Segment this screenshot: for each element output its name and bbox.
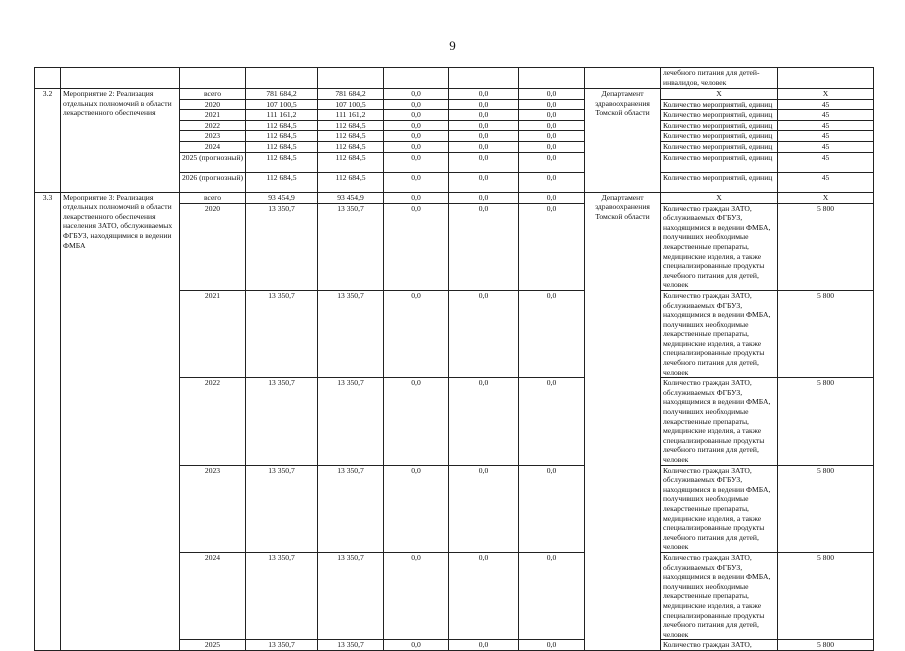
- table-row: 3.3 Мероприятие 3: Реализация отдельных полномочий в области лекарственного обеспечения населения ЗАТО, обслуживаемых ФГБУЗ, находящимися в ведении ФМБА всего 93 454,9 93 454,9 0,0 0,0 0,0 Департамент здравоохранения Томской области X X: [35, 192, 874, 203]
- table-row: 2024 112 684,5 112 684,5 0,0 0,0 0,0 Количество мероприятий, единиц 45: [35, 141, 874, 152]
- table-row: 2022 112 684,5 112 684,5 0,0 0,0 0,0 Количество мероприятий, единиц 45: [35, 120, 874, 131]
- table-row: 2021 13 350,7 13 350,7 0,0 0,0 0,0 Количество граждан ЗАТО, обслуживаемых ФГБУЗ, находящимися в ведении ФМБА, получивших необходимые лекарственные препараты, медицинские изделия, а также специализированные продукты лечебного питания для детей, человек 5 800: [35, 290, 874, 377]
- activity-name: Мероприятие 2: Реализация отдельных полномочий в области лекарственного обеспечения: [61, 89, 180, 193]
- table-row: 2025 13 350,7 13 350,7 0,0 0,0 0,0 Количество граждан ЗАТО, 5 800: [35, 640, 874, 651]
- table-row: 2020 107 100,5 107 100,5 0,0 0,0 0,0 Количество мероприятий, единиц 45: [35, 99, 874, 110]
- executor: Департамент здравоохранения Томской области: [585, 192, 661, 650]
- table-row: 2024 13 350,7 13 350,7 0,0 0,0 0,0 Количество граждан ЗАТО, обслуживаемых ФГБУЗ, находящимися в ведении ФМБА, получивших необходимые лекарственные препараты, медицинские изделия, а также специализированные продукты лечебного питания для детей, человек 5 800: [35, 552, 874, 639]
- table-row: 2025 (прогнозный) 112 684,5 112 684,5 0,0 0,0 0,0 Количество мероприятий, единиц 45: [35, 152, 874, 172]
- executor: Департамент здравоохранения Томской области: [585, 89, 661, 193]
- indicator-cell: Количество граждан ЗАТО, обслуживаемых ФГБУЗ, находящимися в ведении ФМБА, получивших необходимые лекарственные препараты, медицинские изделия, а также специализированные продукты лечебного питания для детей, человек: [661, 290, 778, 377]
- indicator-cell: Количество граждан ЗАТО, обслуживаемых ФГБУЗ, находящимися в ведении ФМБА, получивших необходимые лекарственные препараты, медицинские изделия, а также специализированные продукты лечебного питания для детей, человек: [661, 552, 778, 639]
- indicator-cell: Количество граждан ЗАТО,: [661, 640, 778, 651]
- table-row: 2021 111 161,2 111 161,2 0,0 0,0 0,0 Количество мероприятий, единиц 45: [35, 110, 874, 121]
- indicator-cell: Количество граждан ЗАТО, обслуживаемых ФГБУЗ, находящимися в ведении ФМБА, получивших необходимые лекарственные препараты, медицинские изделия, а также специализированные продукты лечебного питания для детей, человек: [661, 203, 778, 290]
- table-row: 3.2 Мероприятие 2: Реализация отдельных полномочий в области лекарственного обеспечения всего 781 684,2 781 684,2 0,0 0,0 0,0 Департамент здравоохранения Томской области X X: [35, 89, 874, 100]
- program-table: [34, 67, 874, 651]
- table-row: 2020 13 350,7 13 350,7 0,0 0,0 0,0 Количество граждан ЗАТО, обслуживаемых ФГБУЗ, находящимися в ведении ФМБА, получивших необходимые лекарственные препараты, медицинские изделия, а также специализированные продукты лечебного питания для детей, человек 5 800: [35, 203, 874, 290]
- table-row: 2026 (прогнозный) 112 684,5 112 684,5 0,0 0,0 0,0 Количество мероприятий, единиц 45: [35, 172, 874, 192]
- activity-name: Мероприятие 3: Реализация отдельных полномочий в области лекарственного обеспечения населения ЗАТО, обслуживаемых ФГБУЗ, находящимися в ведении ФМБА: [61, 192, 180, 650]
- indicator-cell: Количество граждан ЗАТО, обслуживаемых ФГБУЗ, находящимися в ведении ФМБА, получивших необходимые лекарственные препараты, медицинские изделия, а также специализированные продукты лечебного питания для детей, человек: [661, 465, 778, 552]
- row-number: 3.3: [35, 192, 61, 650]
- indicator-cell: лечебного питания для детей-инвалидов, человек: [661, 68, 778, 89]
- row-number: 3.2: [35, 89, 61, 193]
- table-row: 2023 13 350,7 13 350,7 0,0 0,0 0,0 Количество граждан ЗАТО, обслуживаемых ФГБУЗ, находящимися в ведении ФМБА, получивших необходимые лекарственные препараты, медицинские изделия, а также специализированные продукты лечебного питания для детей, человек 5 800: [35, 465, 874, 552]
- table-row: 2022 13 350,7 13 350,7 0,0 0,0 0,0 Количество граждан ЗАТО, обслуживаемых ФГБУЗ, находящимися в ведении ФМБА, получивших необходимые лекарственные препараты, медицинские изделия, а также специализированные продукты лечебного питания для детей, человек 5 800: [35, 378, 874, 465]
- indicator-cell: Количество граждан ЗАТО, обслуживаемых ФГБУЗ, находящимися в ведении ФМБА, получивших необходимые лекарственные препараты, медицинские изделия, а также специализированные продукты лечебного питания для детей, человек: [661, 378, 778, 465]
- table-row: [35, 68, 874, 89]
- table-row: 2023 112 684,5 112 684,5 0,0 0,0 0,0 Количество мероприятий, единиц 45: [35, 131, 874, 142]
- page-number: 9: [449, 38, 456, 53]
